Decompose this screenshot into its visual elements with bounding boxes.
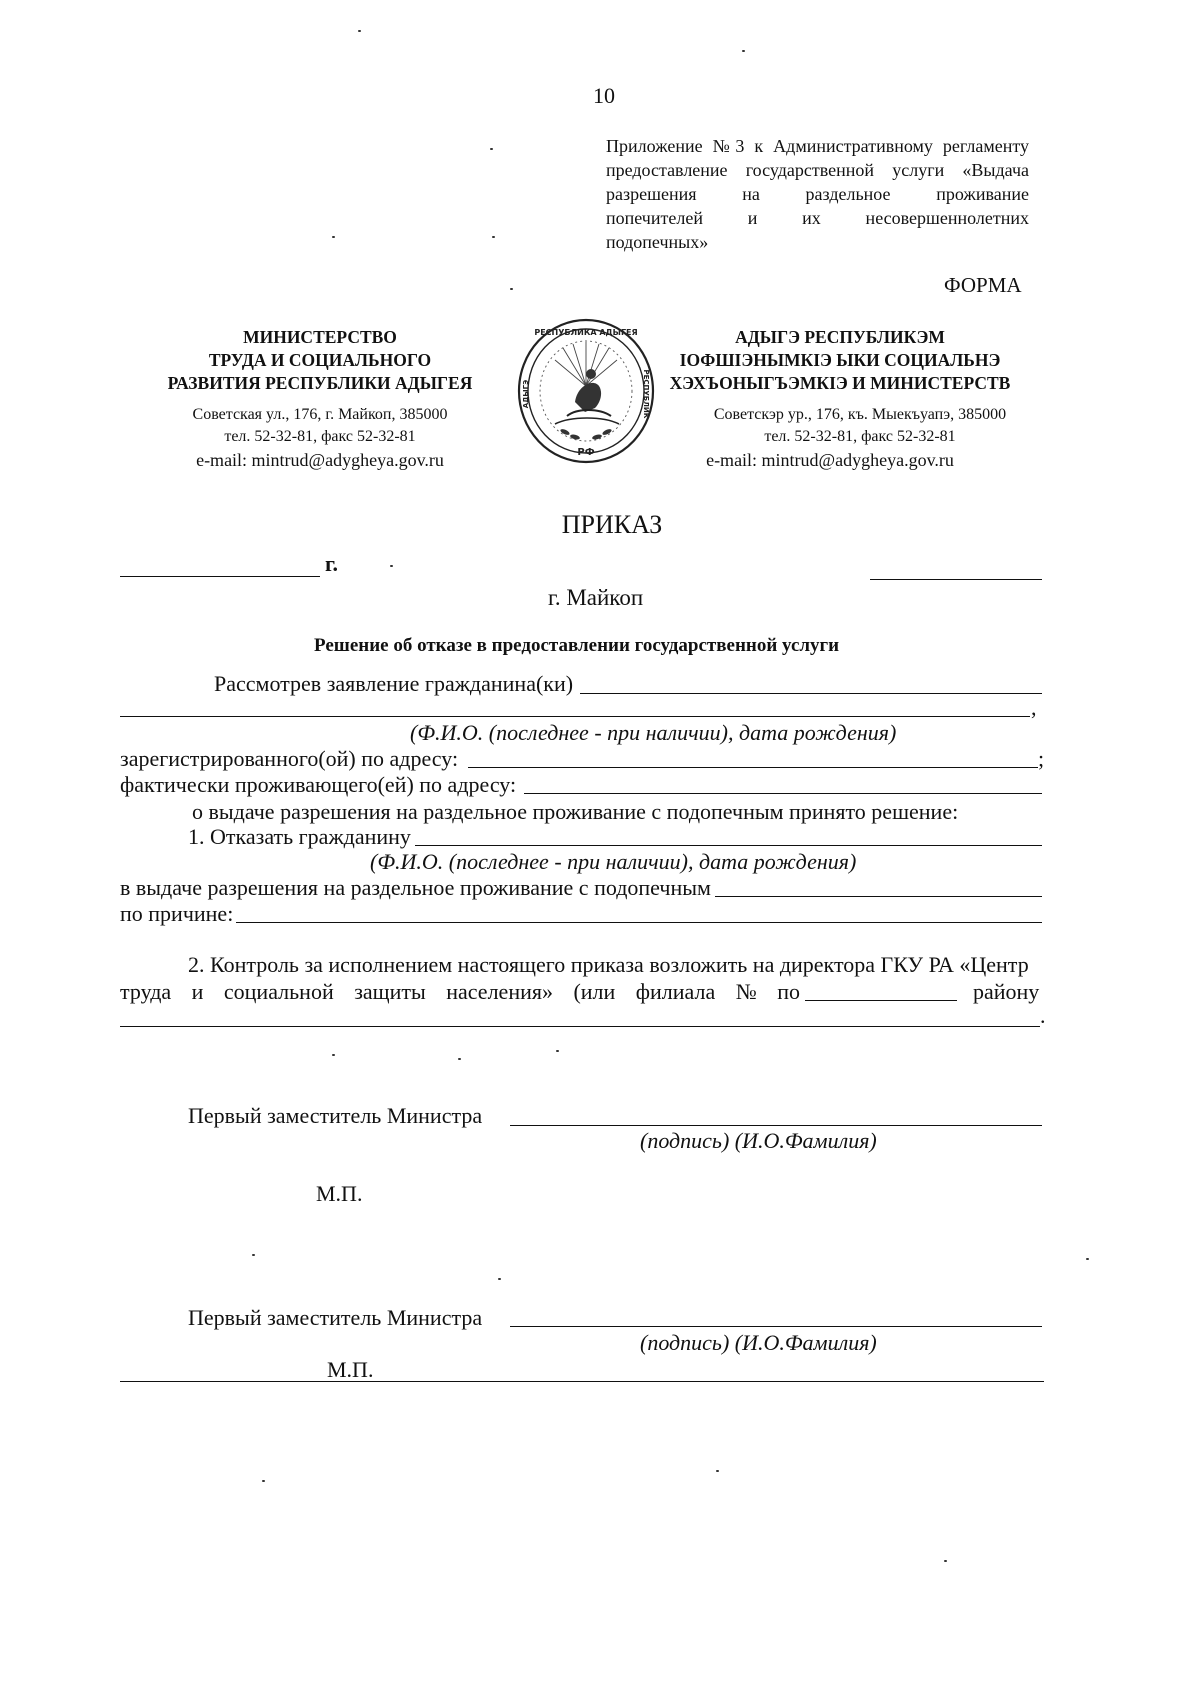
item2-word: филиала: [635, 979, 716, 1004]
document-title-text: ПРИКАЗ: [561, 510, 663, 539]
actual-label: фактически проживающего(ей) по адресу:: [120, 772, 517, 797]
fio-note: (Ф.И.О. (последнее - при наличии), дата рождения): [410, 720, 897, 745]
semicolon: ;: [1038, 746, 1045, 771]
item2-word: социальной: [223, 979, 334, 1004]
ministry-ru-email: e-mail: mintrud@adygheya.gov.ru: [196, 450, 444, 470]
signature-line-1: [510, 1125, 1042, 1126]
scan-speck: [458, 1058, 461, 1060]
emblem-right-text: РЕСПУБЛИК: [642, 369, 650, 419]
scan-speck: [332, 1054, 335, 1056]
item1-label: 1. Отказать гражданину: [188, 824, 411, 849]
emblem-top-text: РЕСПУБЛИКА АДЫГЕЯ: [534, 328, 638, 337]
appendix-line: разрешения на раздельное проживание: [606, 184, 1029, 204]
appendix-line: подопечных»: [606, 232, 709, 252]
scan-speck: [492, 236, 495, 238]
item2-word: населения»: [446, 979, 553, 1004]
comma: ,: [1031, 695, 1037, 720]
stamp-place-1: М.П.: [316, 1181, 363, 1206]
form-label: ФОРМА: [944, 273, 1022, 297]
scan-speck: [556, 1050, 559, 1052]
item2-word: труда: [120, 979, 172, 1004]
actual-address-line: [524, 793, 1042, 794]
signer-position-1: Первый заместитель Министра: [188, 1103, 483, 1128]
ministry-ady-phone: тел. 52-32-81, факс 52-32-81: [764, 428, 956, 445]
reason-line: [236, 922, 1042, 923]
scan-speck: [262, 1480, 265, 1482]
ministry-ady-email: e-mail: mintrud@adygheya.gov.ru: [706, 450, 954, 470]
item2-line2: [120, 981, 800, 1003]
item2-line1: 2. Контроль за исполнением настоящего приказа возложить на директора ГКУ РА «Центр: [188, 952, 1029, 977]
ministry-ady-address: Советскэр ур., 176, къ. Мыекъуапэ, 385000: [713, 406, 1007, 423]
scan-speck: [1086, 1258, 1089, 1260]
district-label: району: [973, 979, 1040, 1004]
in-issue-label: в выдаче разрешения на раздельное проживание с подопечным: [120, 875, 711, 900]
signature-caption-1: (подпись) (И.О.Фамилия): [640, 1128, 877, 1153]
page-number: 10: [593, 83, 615, 108]
number-blank-line: [870, 579, 1042, 580]
scan-speck: [498, 1278, 501, 1280]
emblem-left-text: АДЫГЭ: [522, 379, 530, 409]
signer-position-2: Первый заместитель Министра: [188, 1305, 483, 1330]
appendix-note: [606, 134, 1029, 254]
applicant-blank-line: [580, 693, 1042, 694]
fio-note-2: (Ф.И.О. (последнее - при наличии), дата рождения): [370, 849, 857, 874]
item2-word: по: [777, 979, 800, 1004]
ministry-ady-name-line: АДЫГЭ РЕСПУБЛИКЭМ: [735, 327, 945, 347]
ministry-ru-address: Советская ул., 176, г. Майкоп, 385000: [192, 406, 448, 423]
registered-label: зарегистрированного(ой) по адресу:: [120, 746, 459, 771]
scan-speck: [510, 288, 513, 290]
emblem-bottom-text: РФ: [577, 447, 595, 458]
date-suffix: г.: [325, 551, 339, 576]
ward-line: [715, 896, 1042, 897]
date-blank-line: [120, 576, 320, 577]
stamp-place-2: М.П.: [327, 1357, 374, 1382]
appendix-line: попечителей и их несовершеннолетних: [606, 208, 1029, 228]
applicant-blank-line-2: [120, 716, 1030, 717]
scan-speck: [716, 1470, 719, 1472]
scan-speck: [252, 1254, 255, 1256]
ministry-ru-name-line: МИНИСТЕРСТВО: [243, 327, 397, 347]
scan-speck: [944, 1560, 947, 1562]
signature-caption-2: (подпись) (И.О.Фамилия): [640, 1330, 877, 1355]
about-text: о выдаче разрешения на раздельное проживание с подопечным принято решение:: [192, 799, 959, 824]
ministry-ady-name-line: ХЭХЪОНЫГЪЭМКIЭ И МИНИСТЕРСТВ: [669, 373, 1011, 393]
document-title: [0, 510, 1200, 540]
item2-word: и: [191, 979, 204, 1004]
registered-address-line: [468, 767, 1038, 768]
adygea-emblem-icon: [515, 316, 657, 466]
ministry-ru-name-line: РАЗВИТИЯ РЕСПУБЛИКИ АДЫГЕЯ: [167, 373, 473, 393]
branch-line: [805, 1000, 957, 1001]
scan-speck: [390, 565, 393, 567]
item2-word: (или: [573, 979, 616, 1004]
period: .: [1040, 1003, 1046, 1028]
ministry-ady-name: [650, 326, 1030, 395]
scan-speck: [332, 236, 335, 238]
decision-heading: Решение об отказе в предоставлении государственной услуги: [314, 635, 840, 656]
signature-line-2: [510, 1326, 1042, 1327]
scan-speck: [490, 148, 493, 150]
considered-label: Рассмотрев заявление гражданина(ки): [214, 671, 574, 696]
appendix-line: Приложение №3 к Административному регламенту: [606, 136, 1029, 156]
district-name-line: [120, 1026, 1040, 1027]
item2-word: №: [735, 979, 757, 1004]
ministry-ru-name: [150, 326, 490, 395]
refused-person-line: [415, 845, 1042, 846]
item2-word: защиты: [354, 979, 426, 1004]
emblem: [515, 316, 657, 466]
bottom-rule: [120, 1381, 1044, 1382]
city: г. Майкоп: [548, 585, 644, 610]
ministry-ady-name-line: IОФШIЭНЫМКIЭ ЫКИ СОЦИАЛЬНЭ: [679, 350, 1001, 370]
ministry-ru-phone: тел. 52-32-81, факс 52-32-81: [224, 428, 416, 445]
ministry-ady-contacts: [690, 404, 1030, 448]
ministry-ru-contacts: [160, 404, 480, 448]
scan-speck: [358, 30, 361, 32]
scan-speck: [742, 50, 745, 52]
reason-label: по причине:: [120, 901, 234, 926]
appendix-line: предоставление государственной услуги «Выдача: [606, 160, 1029, 180]
ministry-ru-name-line: ТРУДА И СОЦИАЛЬНОГО: [208, 350, 432, 370]
